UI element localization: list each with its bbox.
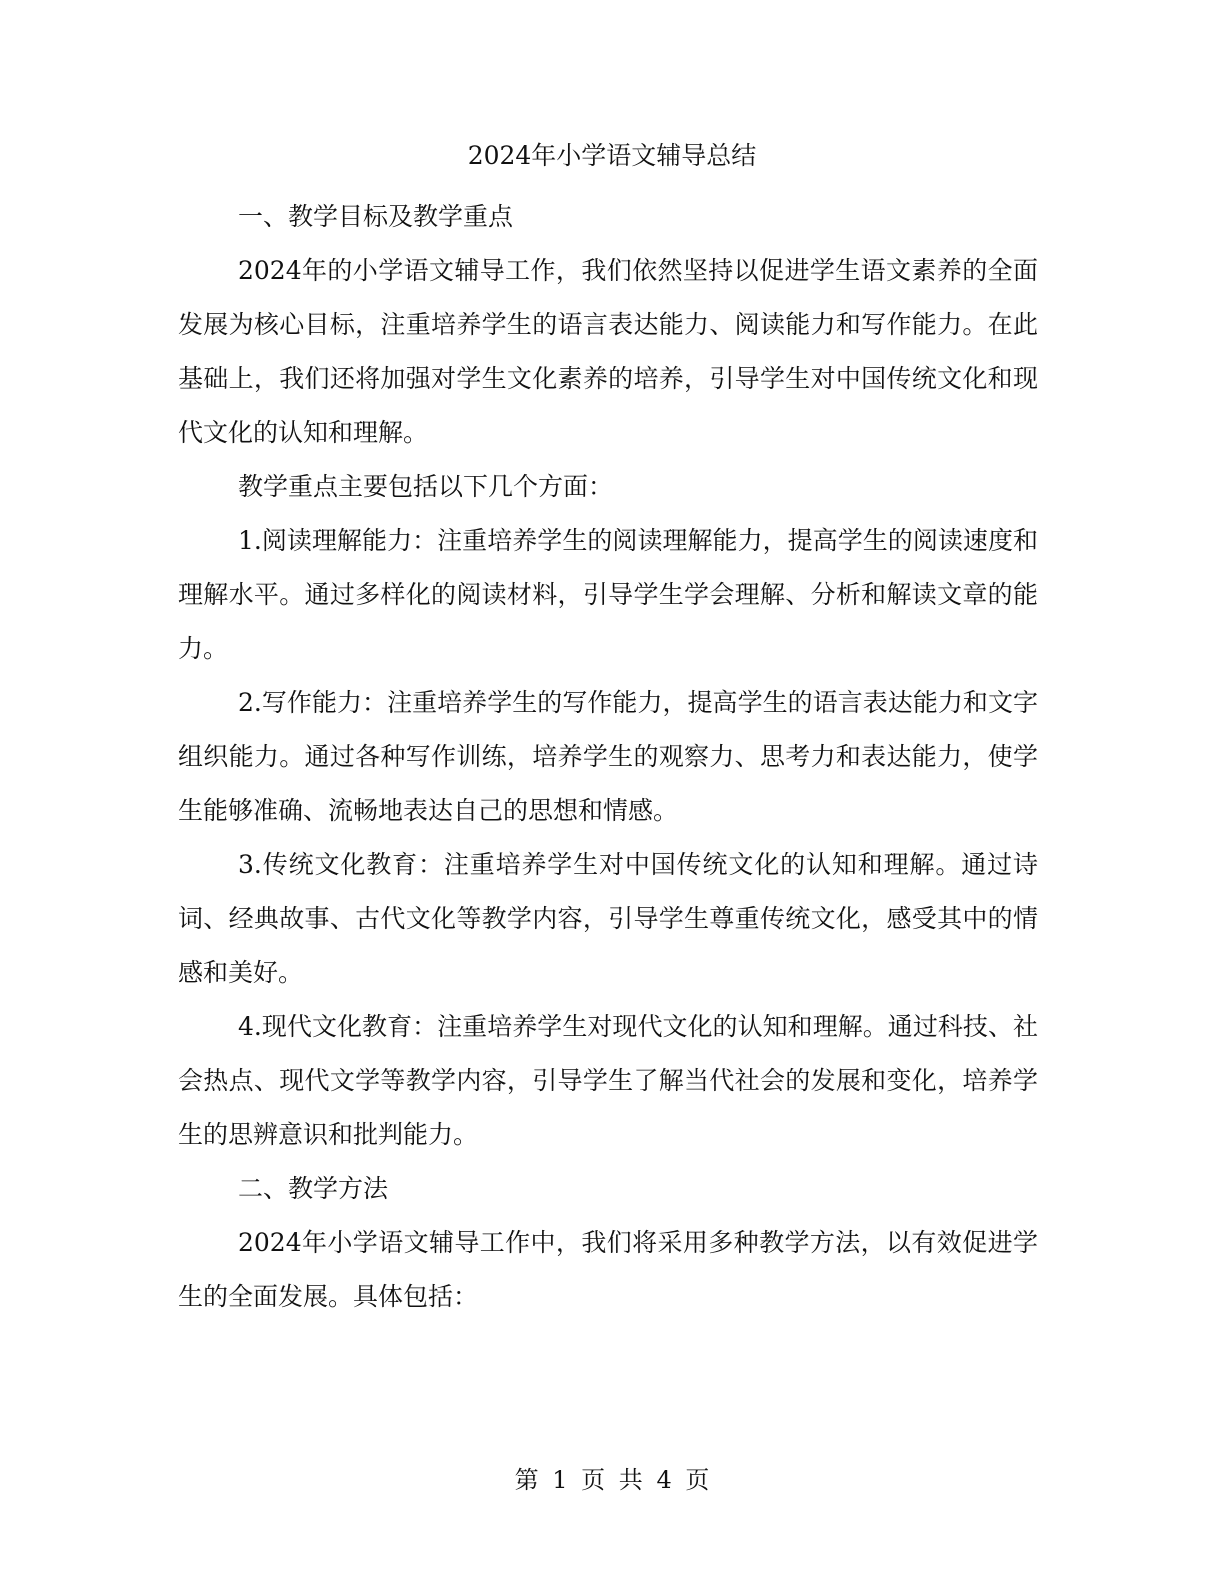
section-heading-goals: 一、教学目标及教学重点 [238, 202, 514, 231]
paragraph-methods: 2024年小学语文辅导工作中，我们将采用多种教学方法，以有效促进学生的全面发展。具体包括： [178, 1228, 1038, 1311]
document-body [178, 190, 1038, 1324]
list-item-reading: 1.阅读理解能力：注重培养学生的阅读理解能力，提高学生的阅读速度和理解水平。通过多样化的阅读材料，引导学生学会理解、分析和解读文章的能力。 [178, 526, 1038, 663]
list-item-modern-culture: 4.现代文化教育：注重培养学生对现代文化的认知和理解。通过科技、社会热点、现代文学等教学内容，引导学生了解当代社会的发展和变化，培养学生的思辨意识和批判能力。 [178, 1012, 1038, 1149]
paragraph-focus-intro: 教学重点主要包括以下几个方面： [238, 472, 614, 501]
paragraph-goals: 2024年的小学语文辅导工作，我们依然坚持以促进学生语文素养的全面发展为核心目标，注重培养学生的语言表达能力、阅读能力和写作能力。在此基础上，我们还将加强对学生文化素养的培养，引导学生对中国传统文化和现代文化的认知和理解。 [178, 256, 1038, 447]
list-item-traditional-culture: 3.传统文化教育：注重培养学生对中国传统文化的认知和理解。通过诗词、经典故事、古代文化等教学内容，引导学生尊重传统文化，感受其中的情感和美好。 [178, 850, 1038, 987]
document-title: 2024年小学语文辅导总结 [467, 141, 757, 170]
page-footer: 第 1 页 共 4 页 [514, 1466, 710, 1494]
section-heading-methods: 二、教学方法 [238, 1174, 389, 1203]
list-item-writing: 2.写作能力：注重培养学生的写作能力，提高学生的语言表达能力和文字组织能力。通过各种写作训练，培养学生的观察力、思考力和表达能力，使学生能够准确、流畅地表达自己的思想和情感。 [178, 688, 1038, 825]
